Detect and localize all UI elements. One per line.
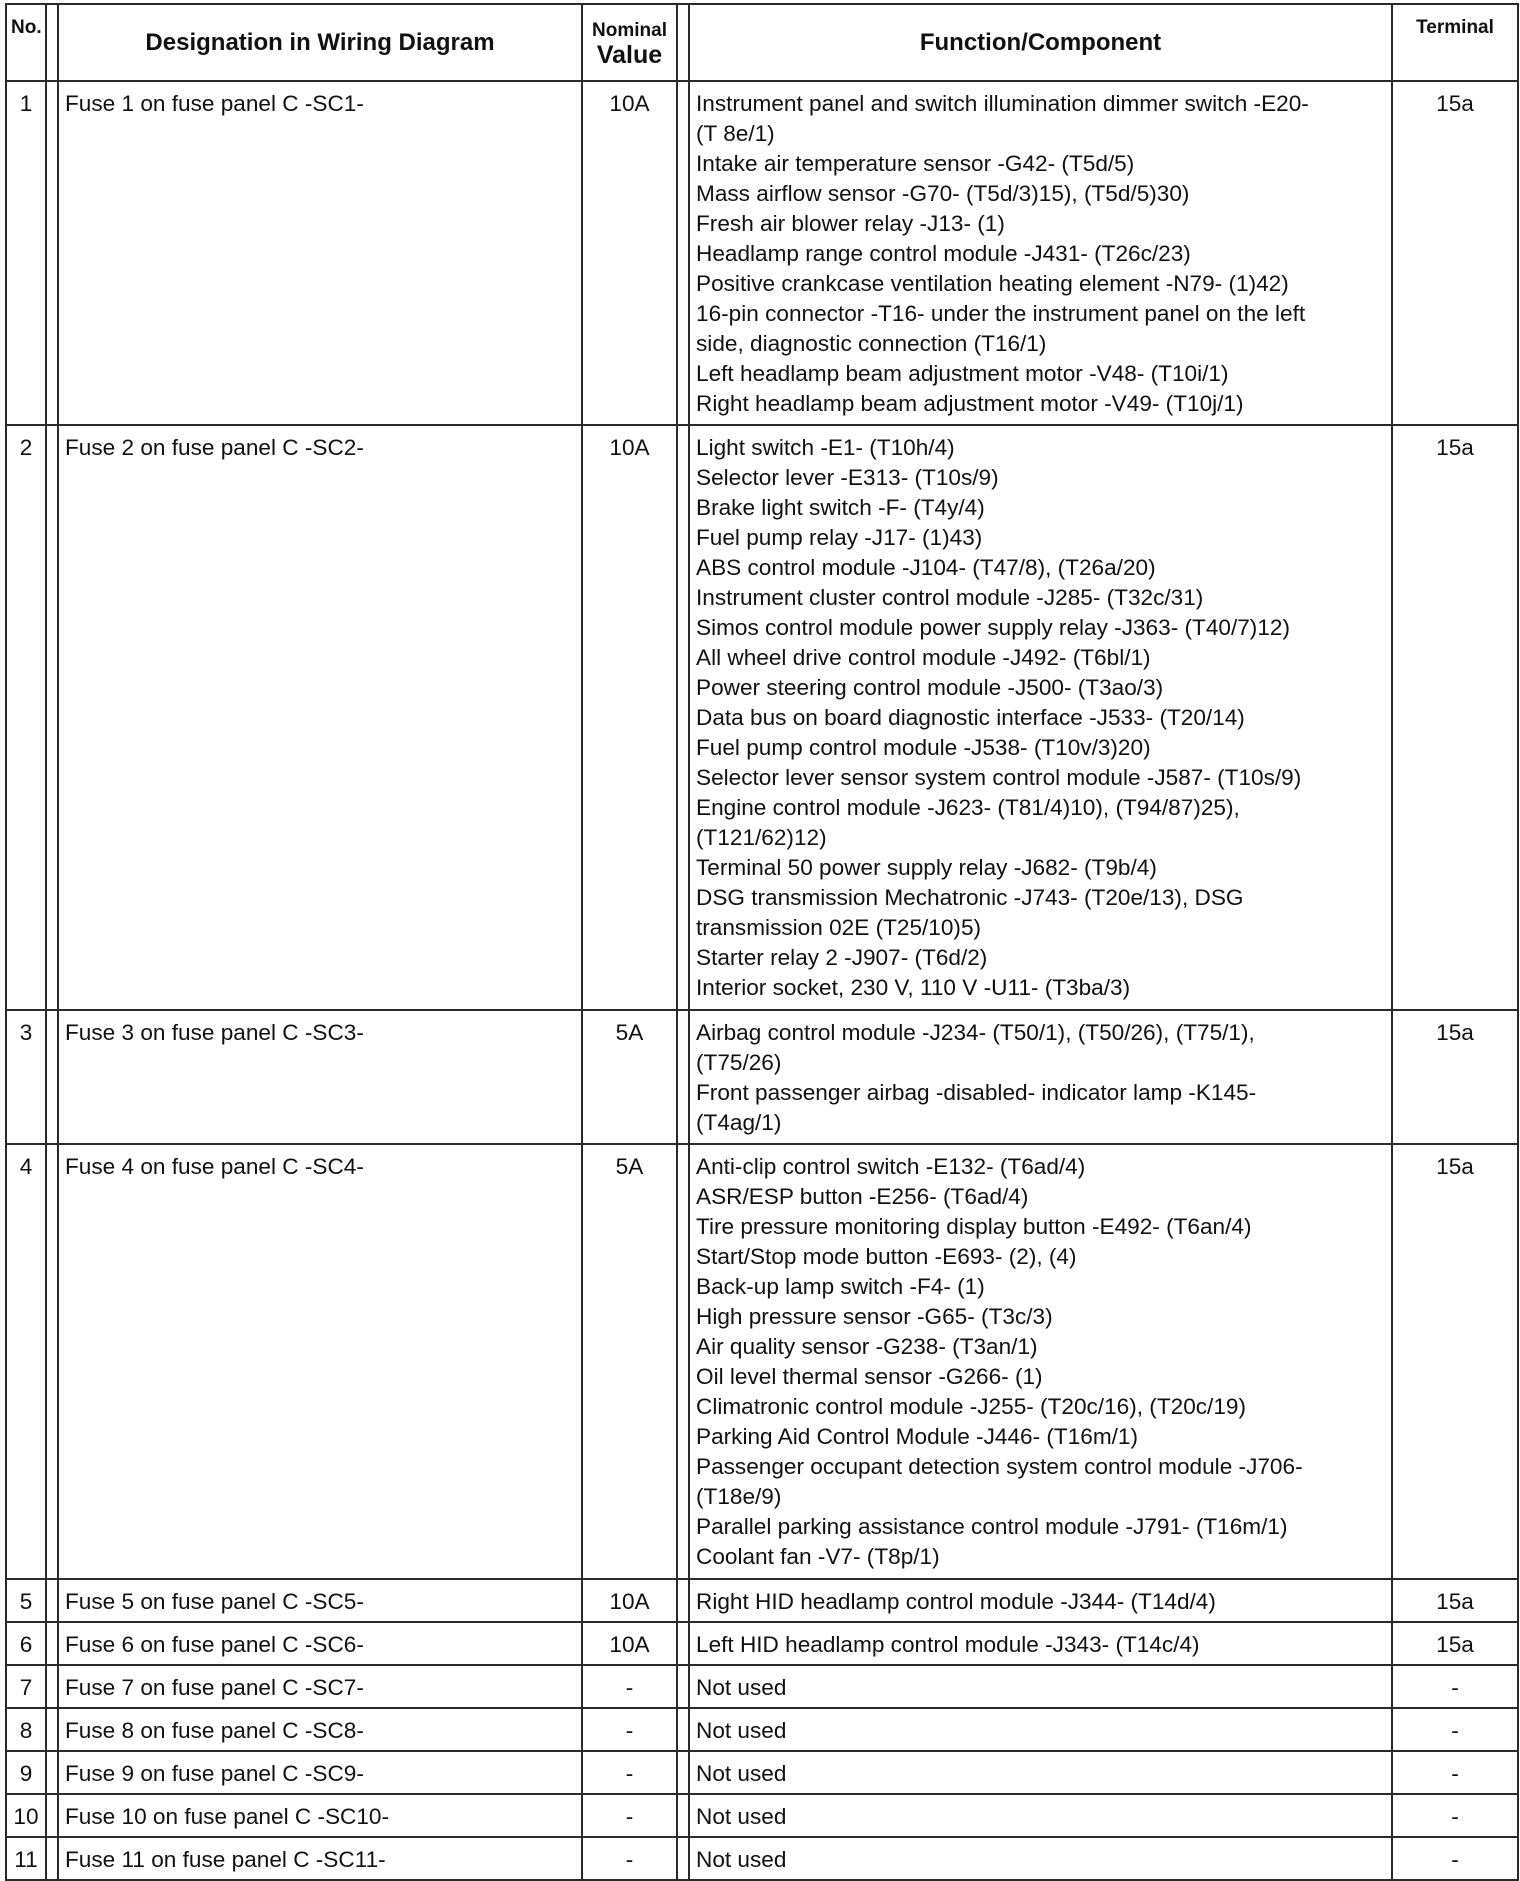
row-function-list (689, 1622, 1392, 1665)
row-spacer (677, 1708, 689, 1751)
row-nominal-value: 10A (582, 425, 677, 1010)
function-line: Coolant fan -V7- (T8p/1) (696, 1544, 940, 1569)
function-line: Airbag control module -J234- (T50/1), (T50/26), (T75/1), (696, 1020, 1255, 1045)
function-line: Fresh air blower relay -J13- (1) (696, 211, 1005, 236)
row-spacer (46, 1665, 58, 1708)
function-line: Left HID headlamp control module -J343- (T14c/4) (696, 1632, 1200, 1657)
function-line: (T 8e/1) (696, 121, 775, 146)
function-line: DSG transmission Mechatronic -J743- (T20e/13), DSG (696, 885, 1244, 910)
function-line: Terminal 50 power supply relay -J682- (T9b/4) (696, 855, 1157, 880)
row-nominal-value: 10A (582, 81, 677, 425)
row-terminal: - (1392, 1794, 1518, 1837)
row-nominal-value: 10A (582, 1622, 677, 1665)
row-spacer (46, 1794, 58, 1837)
row-function-list (689, 1579, 1392, 1622)
row-number: 4 (6, 1144, 46, 1579)
row-function-list (689, 81, 1392, 425)
fuse-table (5, 3, 1519, 1881)
function-line: (T75/26) (696, 1050, 782, 1075)
row-spacer (46, 425, 58, 1010)
table-row (6, 1751, 1518, 1794)
row-number: 3 (6, 1010, 46, 1144)
row-nominal-value: - (582, 1751, 677, 1794)
row-designation: Fuse 4 on fuse panel C -SC4- (58, 1144, 582, 1579)
row-terminal: - (1392, 1837, 1518, 1880)
row-terminal: 15a (1392, 425, 1518, 1010)
row-spacer (46, 1751, 58, 1794)
function-line: Not used (696, 1847, 787, 1872)
row-designation: Fuse 10 on fuse panel C -SC10- (58, 1794, 582, 1837)
row-function-list (689, 1708, 1392, 1751)
fuse-table-page (5, 3, 1517, 1872)
row-spacer (677, 1622, 689, 1665)
header-designation: Designation in Wiring Diagram (58, 4, 582, 81)
row-number: 6 (6, 1622, 46, 1665)
function-line: ABS control module -J104- (T47/8), (T26a/20) (696, 555, 1156, 580)
row-function-list (689, 1010, 1392, 1144)
row-terminal: - (1392, 1708, 1518, 1751)
row-number: 8 (6, 1708, 46, 1751)
header-nominal-line2: Value (596, 40, 663, 69)
function-line: Power steering control module -J500- (T3ao/3) (696, 675, 1164, 700)
row-designation: Fuse 2 on fuse panel C -SC2- (58, 425, 582, 1010)
table-row (6, 81, 1518, 425)
header-nominal-line1: Nominal (592, 19, 667, 41)
function-line: Instrument panel and switch illumination dimmer switch -E20- (696, 91, 1309, 116)
header-spacer (46, 4, 58, 81)
row-spacer (677, 1579, 689, 1622)
function-line: (T121/62)12) (696, 825, 827, 850)
function-line: Starter relay 2 -J907- (T6d/2) (696, 945, 988, 970)
function-line: Passenger occupant detection system control module -J706- (696, 1454, 1303, 1479)
function-line: Intake air temperature sensor -G42- (T5d/5) (696, 151, 1135, 176)
row-number: 11 (6, 1837, 46, 1880)
row-number: 5 (6, 1579, 46, 1622)
function-line: (T18e/9) (696, 1484, 782, 1509)
function-line: 16-pin connector -T16- under the instrument panel on the left (696, 301, 1306, 326)
row-designation: Fuse 7 on fuse panel C -SC7- (58, 1665, 582, 1708)
row-designation: Fuse 6 on fuse panel C -SC6- (58, 1622, 582, 1665)
row-terminal: 15a (1392, 1622, 1518, 1665)
row-function-list (689, 1144, 1392, 1579)
function-line: All wheel drive control module -J492- (T6bl/1) (696, 645, 1151, 670)
fuse-table-body (6, 81, 1518, 1880)
function-line: Fuel pump relay -J17- (1)43) (696, 525, 983, 550)
row-function-list (689, 1837, 1392, 1880)
row-nominal-value: - (582, 1794, 677, 1837)
row-spacer (677, 1794, 689, 1837)
row-spacer (46, 1837, 58, 1880)
function-line: Oil level thermal sensor -G266- (1) (696, 1364, 1043, 1389)
header-nominal-value (582, 4, 677, 81)
function-line: Not used (696, 1761, 787, 1786)
header-spacer (677, 4, 689, 81)
row-spacer (46, 81, 58, 425)
function-line: High pressure sensor -G65- (T3c/3) (696, 1304, 1053, 1329)
row-terminal: - (1392, 1665, 1518, 1708)
header-function: Function/Component (689, 4, 1392, 81)
header-terminal: Terminal (1392, 4, 1518, 81)
function-line: Engine control module -J623- (T81/4)10), (T94/87)25), (696, 795, 1240, 820)
row-number: 7 (6, 1665, 46, 1708)
row-designation: Fuse 3 on fuse panel C -SC3- (58, 1010, 582, 1144)
row-number: 2 (6, 425, 46, 1010)
function-line: Not used (696, 1804, 787, 1829)
row-number: 1 (6, 81, 46, 425)
function-line: Selector lever sensor system control module -J587- (T10s/9) (696, 765, 1302, 790)
function-line: Front passenger airbag -disabled- indicator lamp -K145- (696, 1080, 1257, 1105)
header-row (6, 4, 1518, 81)
function-line: Air quality sensor -G238- (T3an/1) (696, 1334, 1038, 1359)
row-function-list (689, 1794, 1392, 1837)
function-line: Mass airflow sensor -G70- (T5d/3)15), (T5d/5)30) (696, 181, 1190, 206)
row-spacer (46, 1579, 58, 1622)
function-line: Light switch -E1- (T10h/4) (696, 435, 955, 460)
table-row (6, 425, 1518, 1010)
row-designation: Fuse 8 on fuse panel C -SC8- (58, 1708, 582, 1751)
function-line: Parallel parking assistance control module -J791- (T16m/1) (696, 1514, 1288, 1539)
function-line: Interior socket, 230 V, 110 V -U11- (T3ba/3) (696, 975, 1131, 1000)
row-spacer (677, 1665, 689, 1708)
row-spacer (677, 1751, 689, 1794)
row-function-list (689, 425, 1392, 1010)
function-line: Headlamp range control module -J431- (T26c/23) (696, 241, 1191, 266)
function-line: Right headlamp beam adjustment motor -V49- (T10j/1) (696, 391, 1244, 416)
function-line: Right HID headlamp control module -J344- (T14d/4) (696, 1589, 1216, 1614)
row-designation: Fuse 11 on fuse panel C -SC11- (58, 1837, 582, 1880)
function-line: transmission 02E (T25/10)5) (696, 915, 982, 940)
row-spacer (677, 81, 689, 425)
function-line: Positive crankcase ventilation heating element -N79- (1)42) (696, 271, 1289, 296)
row-spacer (677, 1010, 689, 1144)
row-nominal-value: - (582, 1708, 677, 1751)
row-nominal-value: 10A (582, 1579, 677, 1622)
row-spacer (677, 425, 689, 1010)
function-line: Parking Aid Control Module -J446- (T16m/1) (696, 1424, 1139, 1449)
row-spacer (46, 1622, 58, 1665)
table-row (6, 1794, 1518, 1837)
row-nominal-value: 5A (582, 1010, 677, 1144)
row-number: 9 (6, 1751, 46, 1794)
row-spacer (677, 1144, 689, 1579)
row-designation: Fuse 9 on fuse panel C -SC9- (58, 1751, 582, 1794)
function-line: Tire pressure monitoring display button -E492- (T6an/4) (696, 1214, 1252, 1239)
row-spacer (46, 1010, 58, 1144)
row-terminal: 15a (1392, 1010, 1518, 1144)
row-spacer (677, 1837, 689, 1880)
row-terminal: 15a (1392, 81, 1518, 425)
table-row (6, 1837, 1518, 1880)
function-line: Brake light switch -F- (T4y/4) (696, 495, 985, 520)
table-row (6, 1144, 1518, 1579)
row-terminal: - (1392, 1751, 1518, 1794)
row-designation: Fuse 5 on fuse panel C -SC5- (58, 1579, 582, 1622)
function-line: (T4ag/1) (696, 1110, 782, 1135)
row-spacer (46, 1144, 58, 1579)
function-line: Start/Stop mode button -E693- (2), (4) (696, 1244, 1077, 1269)
function-line: Not used (696, 1675, 787, 1700)
row-nominal-value: 5A (582, 1144, 677, 1579)
function-line: Simos control module power supply relay -J363- (T40/7)12) (696, 615, 1290, 640)
row-function-list (689, 1665, 1392, 1708)
row-designation: Fuse 1 on fuse panel C -SC1- (58, 81, 582, 425)
function-line: Fuel pump control module -J538- (T10v/3)20) (696, 735, 1151, 760)
table-row (6, 1010, 1518, 1144)
table-row (6, 1665, 1518, 1708)
function-line: Data bus on board diagnostic interface -J533- (T20/14) (696, 705, 1245, 730)
function-line: Instrument cluster control module -J285- (T32c/31) (696, 585, 1204, 610)
row-terminal: 15a (1392, 1144, 1518, 1579)
row-nominal-value: - (582, 1665, 677, 1708)
row-function-list (689, 1751, 1392, 1794)
function-line: Selector lever -E313- (T10s/9) (696, 465, 999, 490)
function-line: Left headlamp beam adjustment motor -V48- (T10i/1) (696, 361, 1229, 386)
function-line: Back-up lamp switch -F4- (1) (696, 1274, 985, 1299)
row-number: 10 (6, 1794, 46, 1837)
table-row (6, 1622, 1518, 1665)
row-spacer (46, 1708, 58, 1751)
function-line: ASR/ESP button -E256- (T6ad/4) (696, 1184, 1029, 1209)
function-line: side, diagnostic connection (T16/1) (696, 331, 1047, 356)
table-row (6, 1708, 1518, 1751)
function-line: Climatronic control module -J255- (T20c/16), (T20c/19) (696, 1394, 1246, 1419)
row-terminal: 15a (1392, 1579, 1518, 1622)
function-line: Anti-clip control switch -E132- (T6ad/4) (696, 1154, 1086, 1179)
function-line: Not used (696, 1718, 787, 1743)
header-no: No. (6, 4, 46, 81)
row-nominal-value: - (582, 1837, 677, 1880)
table-row (6, 1579, 1518, 1622)
